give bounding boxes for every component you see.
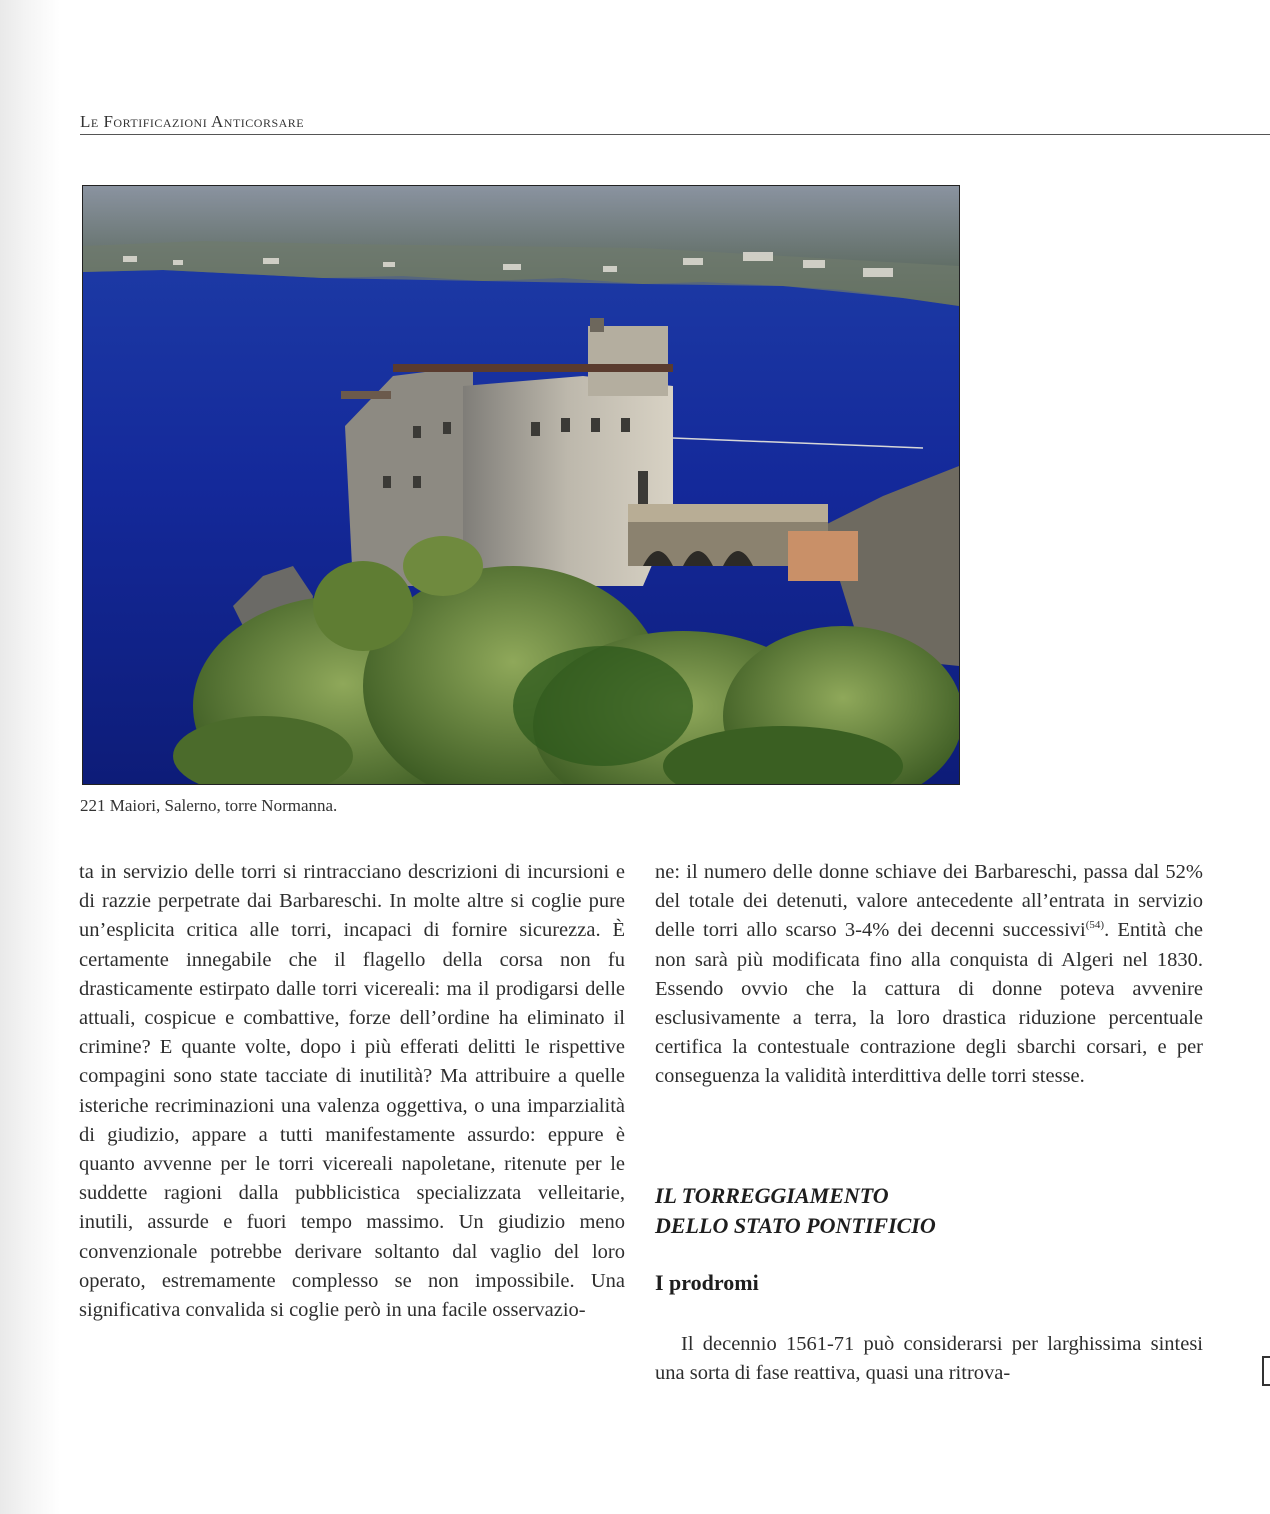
subsection-heading: I prodromi (655, 1270, 759, 1295)
header-rule (80, 134, 1270, 135)
section-heading-line-2: DELLO STATO PONTIFICIO (655, 1213, 936, 1238)
section-body (655, 1330, 1203, 1388)
right-column-text-b: . Entità che non sarà più modificata fino alla conquista di Algeri nel 1830. Essendo ovvio che la cattura di donne poteva avvenire esclusivamente a terra, la loro drastica riduzione percentuale certifica la contestuale contrazione degli sbarchi corsari, e per conseguenza la validità interdittiva delle torri stesse. (655, 919, 1204, 1088)
footnote-reference: (54) (1085, 919, 1105, 932)
body-column-right (655, 858, 1203, 1092)
section-paragraph: Il decennio 1561-71 può considerarsi per larghissima sintesi una sorta di fase reattiva, quasi una ritrova- (655, 1333, 1203, 1385)
right-column-paragraph (655, 858, 1203, 1092)
section-heading (655, 1181, 1215, 1241)
body-column-left (79, 858, 625, 1325)
running-head: Le Fortificazioni Anticorsare (80, 112, 305, 131)
section-heading-line-1: IL TORREGGIAMENTO (655, 1183, 889, 1208)
figure-photo-maiori-tower (82, 185, 960, 785)
right-column-text-a: ne: il numero delle donne schiave dei Barbareschi, passa dal 52% del totale dei detenuti, valore antecedente all’entrata in servizio delle torri allo scarso 3-4% dei decenni successivi (655, 861, 1203, 942)
page-gutter-shadow (0, 0, 60, 1514)
crop-bracket-mark (1262, 1356, 1270, 1386)
figure-caption: 221 Maiori, Salerno, torre Normanna. (80, 796, 338, 815)
left-column-text: ta in servizio delle torri si rintracciano descrizioni di incursioni e di razzie perpetrate dai Barbareschi. In molte altre si coglie pure un’esplicita critica alle torri, incapaci di fornire sicurezza. È certamente innegabile che il flagello della corsa non fu drasticamente estirpato dalle torri vicereali: ma il prodigarsi delle attuali, cospicue e combattive, forze dell’ordine ha eliminato il crimine? E quante volte, dopo i più efferati delitti le rispettive compagini sono state tacciate di inutilità? Ma attribuire a quelle isteriche recriminazioni una valenza oggettiva, o una imparzialità di giudizio, appare a tutti manifestamente assurdo: eppure è quanto avvenne per le torri vicereali napoletane, ritenute per le suddette ragioni dalla pubblicistica specializzata velleitarie, inutili, assurde e fuori tempo massimo. Un giudizio meno convenzionale potrebbe derivare soltanto dal vaglio del loro operato, estremamente complesso se non impossibile. Una significativa convalida si coglie però in una facile osservazio- (79, 861, 625, 1322)
